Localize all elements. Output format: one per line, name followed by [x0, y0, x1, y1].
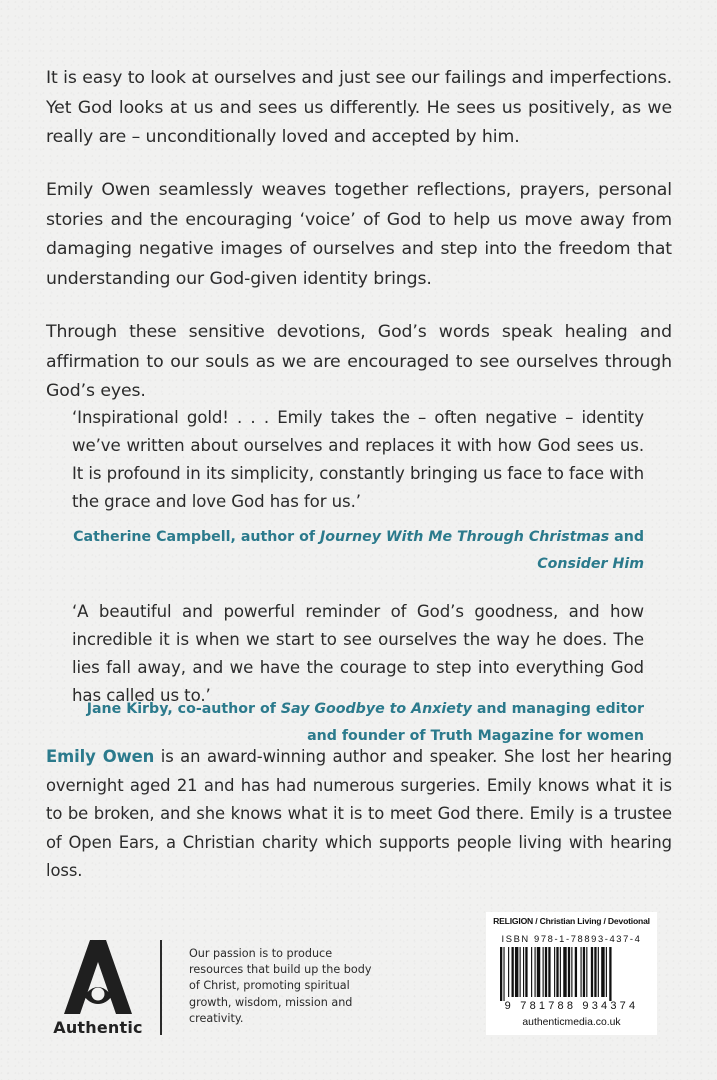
- publisher-name: Authentic: [53, 1018, 143, 1037]
- publisher-mission: Our passion is to produce resources that build up the body of Christ, promoting spiritual growth, wisdom, mission and creativity.: [189, 947, 372, 1025]
- endorsement-quote-2: ‘A beautiful and powerful reminder of God’s goodness, and how incredible it is when we start to see ourselves the way he does. The lies fall away, and we have the courage to step into everything God has called us to.’: [72, 602, 644, 705]
- endorsement-quote-1: ‘Inspirational gold! . . . Emily takes the – often negative – identity we’ve written about ourselves and replaces it with how God sees us. It is profound in its simplicity, constantly bringing us face to face with the grace and love God has for us.’: [72, 408, 644, 511]
- blurb-paragraph-2: Emily Owen seamlessly weaves together reflections, prayers, personal stories and the encouraging ‘voice’ of God to help us move away from damaging negative images of ourselves and step into the freedom that understanding our God-given identity brings.: [46, 180, 672, 289]
- author-bio: [46, 743, 672, 886]
- authentic-a-icon: [62, 938, 134, 1018]
- attribution-book-title: Consider Him: [537, 556, 644, 572]
- barcode-box: [486, 912, 657, 1035]
- category-label: RELIGION / Christian Living / Devotional: [493, 916, 650, 926]
- author-name: Emily Owen: [46, 747, 155, 766]
- publisher-website: authenticmedia.co.uk: [522, 1017, 621, 1028]
- blurb-paragraph-3: Through these sensitive devotions, God’s words speak healing and affirmation to our souls as we are encouraged to see ourselves through God’s eyes.: [46, 322, 672, 401]
- publisher-logo: [48, 938, 148, 1038]
- attribution-author: Jane Kirby, co-author of: [86, 701, 281, 717]
- attribution-connector: and: [609, 529, 644, 545]
- author-bio-text: is an award-winning author and speaker. She lost her hearing overnight aged 21 and has had numerous surgeries. Emily knows what it is to be broken, and she knows what it is to meet God there. Emily is a trustee of Open Ears, a Christian charity which supports people living with hearing loss.: [46, 747, 673, 880]
- attribution-connector: and managing editor and founder of Truth Magazine for women: [307, 701, 644, 744]
- logo-divider: [160, 940, 162, 1035]
- blurb-paragraph-1: It is easy to look at ourselves and just see our failings and imperfections. Yet God looks at us and sees us differently. He sees us positively, as we really are – unconditionally loved and accepted by him.: [46, 68, 672, 147]
- attribution-book-title: Journey With Me Through Christmas: [319, 529, 610, 545]
- isbn-label: ISBN 978-1-78893-437-4: [501, 933, 642, 944]
- endorsement-attribution-1: [72, 524, 644, 578]
- attribution-author: Catherine Campbell, author of: [73, 529, 320, 545]
- endorsement-attribution-2: [72, 696, 644, 750]
- barcode-digits: 9 781788 934374: [504, 1000, 639, 1012]
- barcode-icon: [498, 947, 646, 1001]
- attribution-book-title: Say Goodbye to Anxiety: [280, 701, 472, 717]
